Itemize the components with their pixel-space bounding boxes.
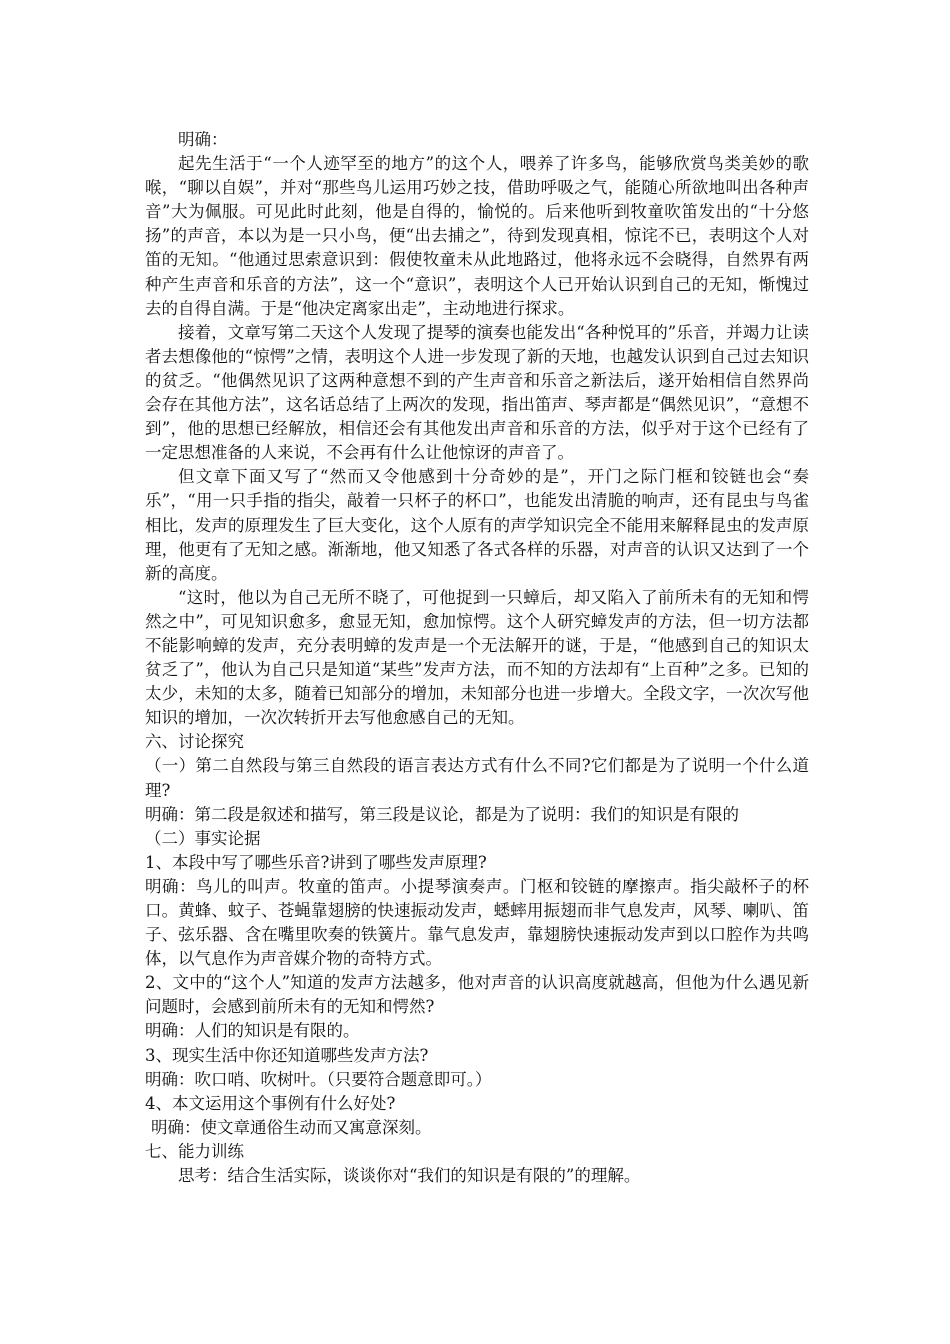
answer-1: 明确：第二段是叙述和描写，第三段是议论，都是为了说明：我们的知识是有限的 xyxy=(145,804,739,824)
question-3: 2、文中的“这个人”知道的发声方法越多，他对声音的认识高度就越高，但他为什么遇见新问题时，会感到前所未有的无知和愕然? xyxy=(145,973,809,1017)
analysis-paragraph-2: 接着，文章写第二天这个人发现了提琴的演奏也能发出“各种悦耳的”乐音，并竭力让读者去想像他的“惊愕”之情，表明这个人进一步发现了新的天地，也越发认识到自己过去知识的贫乏。“他偶然见识了这两种意想不到的产生声音和乐音之新法后，遂开始相信自然界尚会存在其他方法”，这名话总结了上两次的发现，指出笛声、琴声都是“偶然见识”，“意想不到”，他的思想已经解放，相信还会有其他发出声音和乐音的方法，似乎对于这个已经有了一定思想准备的人来说，不会再有什么让他惊讶的声音了。 xyxy=(145,322,809,463)
question-1: （一）第二自然段与第三自然段的语言表达方式有什么不同?它们都是为了说明一个什么道理? xyxy=(145,756,809,800)
analysis-paragraph-3: 但文章下面又写了“然而又令他感到十分奇妙的是”，开门之际门框和铰链也会“奏乐”，“用一只手指的指尖，敲着一只杯子的杯口”，也能发出清脆的响声，还有昆虫与鸟雀相比，发声的原理发生了巨大变化，这个人原有的声学知识完全不能用来解释昆虫的发声原理，他更有了无知之感。渐渐地，他又知悉了各式各样的乐器，对声音的认识又达到了一个新的高度。 xyxy=(145,467,809,583)
answer-2: 明确：鸟儿的叫声。牧童的笛声。小提琴演奏声。门枢和铰链的摩擦声。指尖敲杯子的杯口。黄蜂、蚊子、苍蝇靠翅膀的快速振动发声，蟋蟀用振翅而非气息发声，风琴、喇叭、笛子、弦乐器、含在嘴里吹奏的铁簧片。靠气息发声，靠翅膀快速振动发声到以口腔作为共鸣体，以气息作为声音媒介物的奇特方式。 xyxy=(145,876,809,969)
question-2: 1、本段中写了哪些乐音?讲到了哪些发声原理? xyxy=(145,852,487,872)
answer-5: 明确：使文章通俗生动而又寓意深刻。 xyxy=(151,1117,432,1137)
section-heading-practice: 七、能力训练 xyxy=(145,1141,244,1161)
document-page xyxy=(145,128,809,1188)
analysis-paragraph-4: “这时，他以为自己无所不晓了，可他捉到一只蟑后，却又陷入了前所未有的无知和愕然之中”，可见知识愈多，愈显无知，愈加惊愕。这个人研究蟑发声的方法，但一切方法都不能影响蟑的发声，充分表明蟑的发声是一个无法解开的谜，于是，“他感到自己的知识太贫乏了”，他认为自己只是知道“某些”发声方法，而不知的方法却有“上百种”之多。已知的太少，未知的太多，随着已知部分的增加，未知部分也进一步增大。全段文字，一次次写他知识的增加，一次次转折开去写他愈感自己的无知。 xyxy=(145,587,809,728)
practice-question: 思考：结合生活实际，谈谈你对“我们的知识是有限的”的理解。 xyxy=(178,1166,641,1186)
answer-4: 明确：吹口哨、吹树叶。（只要符合题意即可。） xyxy=(145,1069,492,1089)
question-5: 4、本文运用这个事例有什么好处? xyxy=(145,1093,396,1113)
analysis-paragraph-1: 起先生活于“一个人迹罕至的地方”的这个人，喂养了许多鸟，能够欣赏鸟类美妙的歌喉，“聊以自娱”，并对“那些鸟儿运用巧妙之技，借助呼吸之气，能随心所欲地叫出各种声音”大为佩服。可见此时此刻，他是自得的，愉悦的。后来他听到牧童吹笛发出的“十分悠扬”的声音，本以为是一只小鸟，便“出去捕之”，待到发现真相，惊诧不已，表明这个人对笛的无知。“他通过思索意识到：假使牧童未从此地路过，他将永远不会晓得，自然界有两种产生声音和乐音的方法”，这一个“意识”，表明这个人已开始认识到自己的无知，惭愧过去的自得自满。于是“他决定离家出走”，主动地进行探求。 xyxy=(145,154,809,318)
question-4: 3、现实生活中你还知道哪些发声方法? xyxy=(145,1045,429,1065)
answer-label: 明确： xyxy=(178,130,228,149)
subsection-heading-evidence: （二）事实论据 xyxy=(145,828,261,848)
answer-3: 明确：人们的知识是有限的。 xyxy=(145,1021,360,1041)
section-heading-discussion: 六、讨论探究 xyxy=(145,732,244,752)
